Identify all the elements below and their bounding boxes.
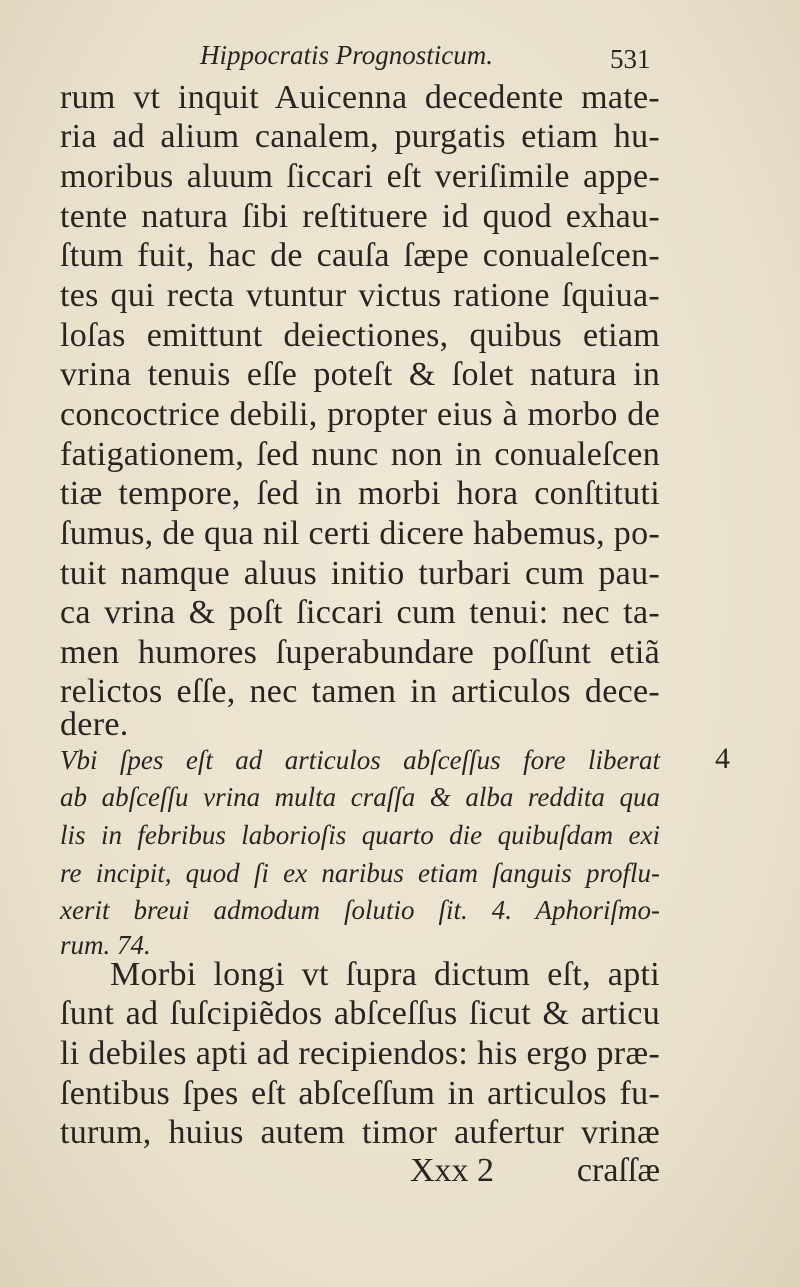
text-line: ſentibus ſpes eſt abſceſſum in articulos fu- <box>60 1075 660 1112</box>
text-line: concoctrice debili, propter eius à morbo de <box>60 396 660 433</box>
text-line: loſas emittunt deiectiones, quibus etiam <box>60 317 660 354</box>
catchword: craſſæ <box>576 1152 660 1189</box>
text-line: turum, huius autem timor aufertur vrinæ <box>60 1114 660 1151</box>
page-footer <box>410 1152 660 1190</box>
aphorism-line: xerit breui admodum ſolutio ſit. 4. Aphoriſmo- <box>60 895 660 925</box>
text-line: ſunt ad ſuſcipiẽdos abſceſſus ſicut & articu <box>60 995 660 1032</box>
text-line: dere. <box>60 706 129 743</box>
page-number: 531 <box>610 44 651 74</box>
text-line: rum vt inquit Auicenna decedente mate- <box>60 79 660 116</box>
text-line: moribus aluum ſiccari eſt veriſimile appe- <box>60 158 660 195</box>
text-line: fatigationem, ſed nunc non in conualeſcen <box>60 436 660 473</box>
aphorism-line: re incipit, quod ſi ex naribus etiam ſanguis proflu- <box>60 858 660 888</box>
text-line: ſumus, de qua nil certi dicere habemus, po- <box>60 515 660 552</box>
aphorism-line: ab abſceſſu vrina multa craſſa & alba reddita qua <box>60 782 660 812</box>
text-line: men humores ſuperabundare poſſunt etiã <box>60 634 660 671</box>
running-head: Hippocratis Prognosticum. <box>200 40 493 70</box>
text-line: Morbi longi vt ſupra dictum eſt, apti <box>110 956 660 993</box>
text-line: relictos eſſe, nec tamen in articulos dece- <box>60 673 660 710</box>
text-line: tuit namque aluus initio turbari cum pau- <box>60 555 660 592</box>
text-line: tiæ tempore, ſed in morbi hora conſtituti <box>60 475 660 512</box>
text-line: tente natura ſibi reſtituere id quod exhau- <box>60 198 660 235</box>
margin-number: 4 <box>715 742 730 775</box>
aphorism-line: Vbi ſpes eſt ad articulos abſceſſus fore liberat <box>60 745 660 775</box>
aphorism-line: lis in febribus laborioſis quarto die quibuſdam exi <box>60 820 660 850</box>
text-line: vrina tenuis eſſe poteſt & ſolet natura in <box>60 356 660 393</box>
text-line: tes qui recta vtuntur victus ratione ſquiua- <box>60 277 660 314</box>
text-line: ſtum fuit, hac de cauſa ſæpe conualeſcen- <box>60 237 660 274</box>
aphorism-line: rum. 74. <box>60 930 151 960</box>
text-line: ca vrina & poſt ſiccari cum tenui: nec ta- <box>60 594 660 631</box>
signature-mark: Xxx 2 <box>410 1152 495 1189</box>
text-line: li debiles apti ad recipiendos: his ergo præ- <box>60 1035 660 1072</box>
text-line: ria ad alium canalem, purgatis etiam hu- <box>60 118 660 155</box>
